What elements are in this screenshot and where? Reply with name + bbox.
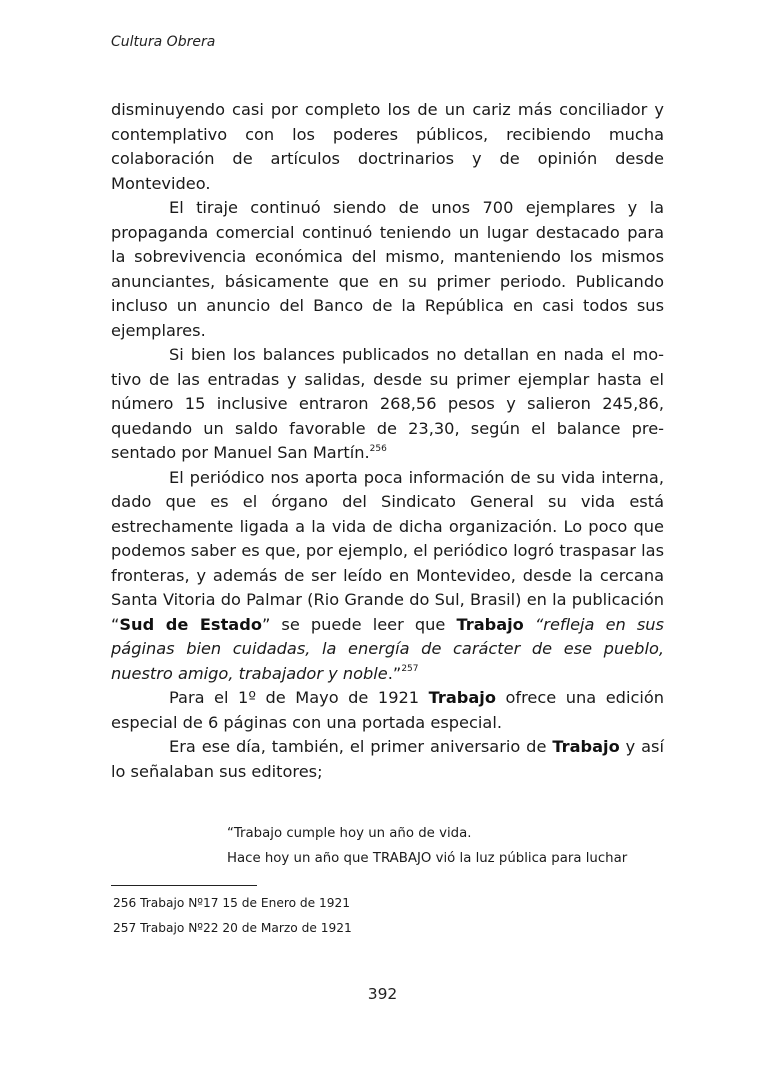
paragraph-6 [111,735,664,784]
periodical-name-trabajo: Trabajo [552,737,620,756]
paragraph-3 [111,343,664,466]
paragraph-4 [111,466,664,687]
footnotes [113,891,352,941]
paragraph-1 [111,98,664,196]
paragraph-5-text-b: ofrece una edición especial de 6 páginas con una portada especial. [111,688,665,732]
block-quote [227,821,667,871]
paragraph-4-text-d: .” [387,663,402,683]
paragraph-6-text-a: Era ese día, también, el primer aniversario de [169,737,553,756]
paragraph-4-text-a: El periódico nos aporta poca información de su vida interna, dado que es el órgano del Sindicato General su vida está estrechamente ligada a la vida de dicha organización. Lo poco que podemos saber es que, por ejemplo, el periódico logró traspasar las fronteras, y además de ser leído en Montevideo, desde la cercana Santa Vitoria do Palmar (Rio Grande do Sul, Brasil) en la publicación “ [111,467,664,634]
paragraph-1-text: disminuyendo casi por completo los de un cariz más conciliador y contemplativo con los poderes públicos, recibiendo mucha colaboración de artículos doctrinarios y de opinión desde Montevideo. [111,100,664,193]
periodical-name-trabajo: Trabajo [456,614,524,634]
running-head: Cultura Obrera [111,34,216,50]
paragraph-6-text-b: y así lo señalaban sus editores; [111,737,664,781]
paragraph-3-text: Si bien los balances publicados no detallan en nada el motivo de las entradas y salidas, desde su primer ejemplar hasta el número 15 inclusive entraron 268,56 pesos y salieron 245,86, quedando un saldo favorable de 23,30, según el balance presentado por Manuel San Martín. [111,345,664,462]
quote-line-2: Hace hoy un año que TRABAJO vió la luz pública para luchar [227,851,628,866]
paragraph-4-text-b: ” se puede leer que [261,614,457,634]
footnote-257: 257 Trabajo Nº22 20 de Marzo de 1921 [113,921,352,935]
page-number: 392 [367,985,398,1003]
footnote-256: 256 Trabajo Nº17 15 de Enero de 1921 [113,896,351,910]
publication-name-sud-de-estado: Sud de Estado [119,614,262,634]
paragraph-4-text-c [524,615,535,634]
footnote-ref-256: 256 [369,443,387,454]
paragraph-5 [111,686,664,735]
footnote-divider [111,885,257,886]
paragraph-5-text-a: Para el 1º de Mayo de 1921 [169,688,429,707]
body-text [111,98,664,784]
paragraph-2 [111,196,664,343]
paragraph-2-text: El tiraje continuó siendo de unos 700 ejemplares y la propaganda comercial continuó teniendo un lugar destacado para la sobrevivencia económica del mismo, manteniendo los mismos anunciantes, básicamente que en su primer periodo. Publicando incluso un anuncio del Banco de la República en casi todos sus ejemplares. [111,198,664,340]
paragraph-4-quote: “refleja en sus páginas bien cuidadas, la energía de carácter de ese pueblo, nuestro amigo, trabajador y noble [111,614,664,683]
periodical-name-trabajo: Trabajo [428,688,496,707]
quote-line-1: “Trabajo cumple hoy un año de vida. [227,826,472,841]
footnote-ref-257: 257 [401,664,419,675]
